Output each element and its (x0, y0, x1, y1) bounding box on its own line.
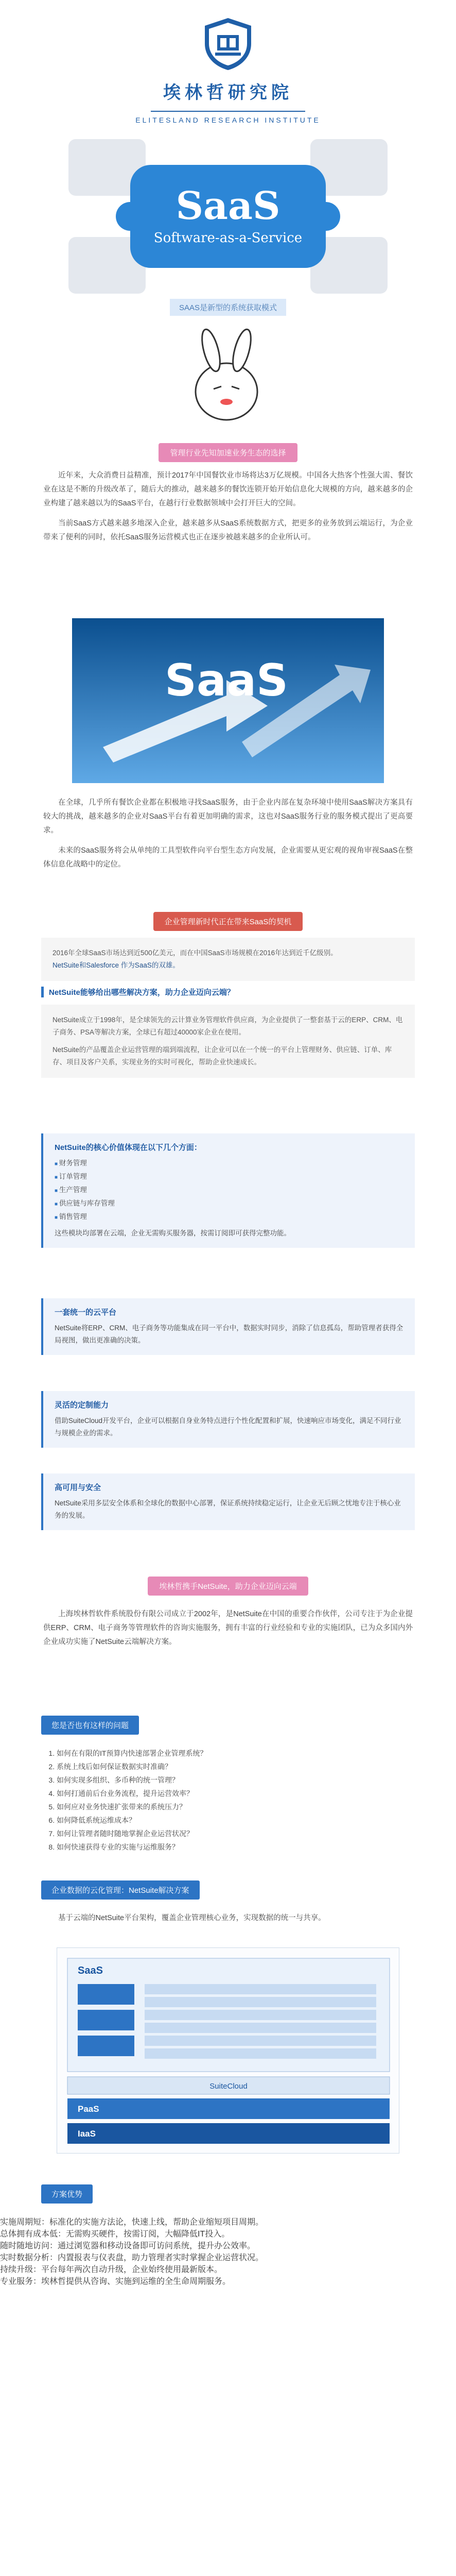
question-list (0, 1747, 456, 1854)
section-pill-intro: 管理行业先知加速业务生态的选择 (159, 443, 297, 462)
list-item: 3. 如何实现多组织、多币种的统一管理？ (57, 1773, 415, 1787)
core-value-note: 这些模块均部署在云端，企业无需购买服务器，按需订阅即可获得完整功能。 (55, 1229, 291, 1237)
brand-divider (151, 111, 305, 112)
netsuite-paragraph: NetSuite成立于1998年，是全球领先的云计算业务管理软件供应商，为企业提供了一整套基于云的ERP、CRM、电子商务、PSA等解决方案，全球已有超过40000家企业在使用。 (52, 1016, 403, 1036)
customization-title: 灵活的定制能力 (55, 1401, 109, 1410)
core-value-title: NetSuite的核心价值体现在以下几个方面： (55, 1143, 202, 1152)
unified-platform-title: 一套统一的云平台 (55, 1308, 117, 1317)
hero-caption: SAAS是新型的系统获取模式 (170, 299, 286, 316)
netsuite-intro-box (41, 1005, 415, 1078)
section-tag-questions: 您是否也有这样的问题 (41, 1716, 139, 1735)
brand-name-cn: 埃林哲研究院 (163, 82, 293, 103)
list-item: ■ 生产管理 (55, 1184, 404, 1197)
list-item: ■ 订单管理 (55, 1171, 404, 1184)
list-item: 6. 如何降低系统运维成本？ (57, 1814, 415, 1827)
market-quote-sub: NetSuite和Salesforce 作为SaaS的双雄。 (52, 961, 180, 969)
list-item: • 实时数据分析：内置报表与仪表盘，助力管理者实时掌握企业运营状况。 (0, 2251, 456, 2263)
intro-paragraph: 当前SaaS方式越来越多地深入企业，越来越多从SaaS系统数据方式，把更多的业务放到云端运行，为企业带来了便利的同时，依托SaaS服务运营模式也正在逐步被越来越多的企业所认可。 (43, 519, 413, 541)
list-item: 7. 如何让管理者随时随地掌握企业运营状况？ (57, 1827, 415, 1840)
arch-saas-label: SaaS (78, 1965, 103, 1976)
hero-saas-image (68, 139, 388, 294)
brand-name-en: ELITESLAND RESEARCH INSTITUTE (135, 116, 321, 124)
section-tag-advantages: 方案优势 (41, 2184, 93, 2204)
list-item: • 实施周期短：标准化的实施方法论，快速上线，帮助企业缩短项目周期。 (0, 2215, 456, 2227)
hero-title: SaaS (176, 184, 280, 228)
list-item: ■ 财务管理 (55, 1157, 404, 1171)
section-tag-solution: 企业数据的云化管理：NetSuite解决方案 (41, 1880, 200, 1900)
list-item: • 持续升级：平台每年两次自动升级，企业始终使用最新版本。 (0, 2263, 456, 2275)
saas-paragraph: 未来的SaaS服务将会从单纯的工具型软件向平台型生态方向发展，企业需要从更宏观的视角审视SaaS在整体信息化战略中的定位。 (43, 846, 413, 869)
list-item: • 随时随地访问：通过浏览器和移动设备即可访问系统，提升办公效率。 (0, 2239, 456, 2251)
market-quote: 2016年全球SaaS市场达到近500亿美元，而在中国SaaS市场规模在2016年达到近千亿级别。 (52, 949, 338, 957)
arch-iaas-label: IaaS (78, 2129, 96, 2139)
list-item: ■ 销售管理 (55, 1211, 404, 1224)
question-title: NetSuite能够给出哪些解决方案，助力企业迈向云端？ (41, 987, 415, 997)
intro-paragraph: 近年来，大众消费日益精准，预计2017年中国餐饮业市场将达3万亿规模。中国各大热客个性强大需、餐饮业在这是不断的升级改革了，随后大的推动，越来越多的餐饮连锁开始开始信息化大规模的方向，越来越多的企业构建了越来越以为的SaaS平台，在越行行业数据领域中会打开巨大的空间。 (43, 471, 413, 507)
header (0, 0, 456, 134)
advantage-list (0, 2215, 456, 2286)
core-value-list (55, 1157, 404, 1224)
market-quote-box (41, 938, 415, 981)
list-item: • 专业服务：埃林哲提供从咨询、实施到运维的全生命周期服务。 (0, 2275, 456, 2286)
about-paragraph: 上海埃林哲软件系统股份有限公司成立于2002年，是NetSuite在中国的重要合作伙伴，公司专注于为企业提供ERP、CRM、电子商务等管理软件的咨询实施服务，拥有丰富的行业经验和专业的实施团队，已为众多国内外企业成功实施了NetSuite云端解决方案。 (43, 1610, 413, 1646)
arch-cloud-label: SuiteCloud (209, 2082, 248, 2091)
customization-text: 借助SuiteCloud开发平台，企业可以根据自身业务特点进行个性化配置和扩展，快速响应市场变化，满足不同行业与规模企业的需求。 (55, 1417, 401, 1437)
unified-platform-box (41, 1298, 415, 1355)
list-item: ■ 供应链与库存管理 (55, 1197, 404, 1211)
section-pill-era: 企业管理新时代正在带来SaaS的契机 (153, 912, 303, 931)
saas-arrow-image (72, 618, 384, 783)
list-item: 5. 如何应对业务快速扩张带来的系统压力？ (57, 1800, 415, 1814)
cartoon-rabbit-image (170, 319, 283, 433)
list-item: 1. 如何在有限的IT预算内快速部署企业管理系统？ (57, 1747, 415, 1760)
list-item: 8. 如何快速获得专业的实施与运维服务？ (57, 1840, 415, 1854)
intro-text (0, 469, 456, 551)
saas-arrow-title: SaaS (165, 655, 288, 706)
architecture-note: 基于云端的NetSuite平台架构，覆盖企业管理核心业务，实现数据的统一与共享。 (58, 1914, 326, 1922)
security-box (41, 1473, 415, 1530)
architecture-diagram (57, 1947, 399, 2154)
shield-logo-icon (200, 15, 256, 72)
security-text: NetSuite采用多层安全体系和全球化的数据中心部署，保证系统持续稳定运行，让企业无后顾之忧地专注于核心业务的发展。 (55, 1499, 401, 1519)
customization-box (41, 1391, 415, 1448)
list-item: 4. 如何打通前后台业务流程，提升运营效率？ (57, 1787, 415, 1800)
list-item: 2. 系统上线后如何保证数据实时准确？ (57, 1760, 415, 1773)
core-value-box (41, 1133, 415, 1248)
netsuite-paragraph: NetSuite的产品覆盖企业运营管理的端到端流程，让企业可以在一个统一的平台上管理财务、供应链、订单、库存、项目及客户关系，实现业务的实时可视化，帮助企业快速成长。 (52, 1046, 392, 1066)
list-item: • 总体拥有成本低：无需购买硬件，按需订阅，大幅降低IT投入。 (0, 2227, 456, 2239)
saas-paragraph: 在全球，几乎所有餐饮企业都在积极地寻找SaaS服务，由于企业内部在复杂环境中使用SaaS解决方案具有较大的挑战，越来越多的企业对SaaS平台有着更加明确的需求，这也对SaaS服务行业的服务模式提出了更高要求。 (43, 799, 413, 835)
section-pill-partner: 埃林哲携手NetSuite，助力企业迈向云端 (148, 1577, 308, 1596)
arch-paas-label: PaaS (78, 2104, 99, 2114)
security-title: 高可用与安全 (55, 1483, 101, 1492)
unified-platform-text: NetSuite将ERP、CRM、电子商务等功能集成在同一平台中，数据实时同步，消除了信息孤岛，帮助管理者获得全局视图，做出更准确的决策。 (55, 1324, 404, 1344)
about-text (0, 1607, 456, 1655)
saas-text (0, 796, 456, 878)
hero-subtitle: Software-as-a-Service (153, 230, 303, 246)
